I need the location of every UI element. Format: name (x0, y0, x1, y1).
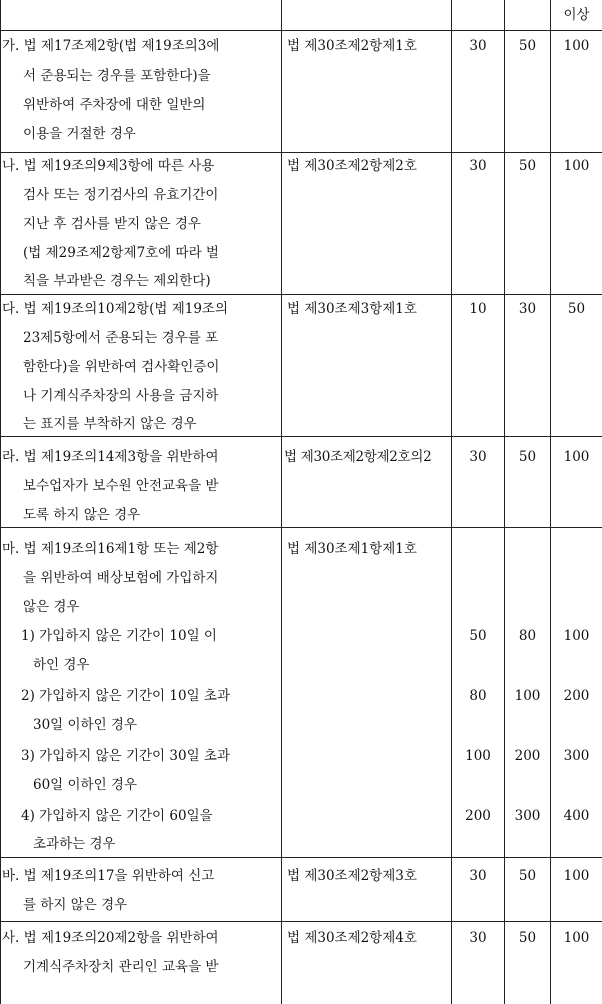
fine-third: 100 (563, 449, 590, 465)
fine-third: 100 (563, 868, 590, 884)
fine-first: 200 (465, 808, 491, 824)
fine-first: 10 (469, 301, 487, 317)
fine-third: 300 (563, 748, 590, 764)
violation-text: 사. 법 제19조의20제2항을 위반하여 (2, 930, 219, 946)
violation-text: 23제5항에서 준용되는 경우를 포 (23, 330, 219, 346)
legal-basis: 법 제30조제2항제1호 (287, 38, 417, 54)
row-divider (0, 527, 602, 528)
violation-text: 검사 또는 정기검사의 유효기간이 (23, 187, 219, 203)
violation-text: 바. 법 제19조의17을 위반하여 신고 (2, 868, 215, 884)
col-divider (550, 0, 551, 1004)
header-cell: 이상 (563, 7, 590, 23)
fine-first: 80 (469, 688, 487, 704)
violation-text: 가. 법 제17조제2항(법 제19조의3에 (2, 38, 220, 54)
violation-text: 이용을 거절한 경우 (23, 126, 136, 142)
sub-item-text: 4) 가입하지 않은 기간이 60일을 (21, 808, 213, 824)
fine-third: 100 (563, 158, 590, 174)
row-divider (0, 30, 602, 31)
violation-text: 위반하여 주차장에 대한 일반의 (23, 97, 206, 113)
sub-item-text: 3) 가입하지 않은 기간이 30일 초과 (21, 748, 230, 764)
fine-third: 200 (563, 688, 590, 704)
sub-item-text: 1) 가입하지 않은 기간이 10일 이 (21, 628, 217, 644)
col-divider (281, 0, 282, 1004)
violation-text: 서 준용되는 경우를 포함한다)을 (23, 68, 211, 84)
violation-text: 다. 법 제19조의10제2항(법 제19조의 (2, 301, 229, 317)
fine-third: 100 (563, 628, 590, 644)
fine-first: 30 (469, 38, 487, 54)
col-divider (0, 0, 1, 1004)
violation-text: 칙을 부과받은 경우는 제외한다) (23, 273, 211, 289)
fine-first: 100 (465, 748, 491, 764)
fine-first: 30 (469, 868, 487, 884)
violation-text: 나 기계식주차장의 사용을 금지하 (23, 388, 219, 404)
legal-basis: 법 제30조제1항제1호 (287, 541, 417, 557)
sub-item-text: 30일 이하인 경우 (33, 717, 138, 733)
fine-second: 50 (518, 930, 537, 946)
violation-text: 를 하지 않은 경우 (23, 897, 128, 913)
violation-text: 라. 법 제19조의14제3항을 위반하여 (2, 449, 219, 465)
sub-item-text: 하인 경우 (33, 657, 90, 673)
fine-first: 30 (469, 930, 487, 946)
violation-text: 마. 법 제19조의16제1항 또는 제2항 (2, 541, 219, 557)
fine-third: 100 (563, 930, 590, 946)
violation-text: (법 제29조제2항제7호에 따라 벌 (23, 245, 219, 261)
legal-basis: 법 제30조제2항제4호 (287, 930, 417, 946)
legal-basis: 법 제30조제2항제2호 (287, 158, 417, 174)
fine-second: 50 (518, 38, 537, 54)
fine-second: 50 (518, 868, 537, 884)
fine-second: 300 (514, 808, 541, 824)
fine-third: 50 (567, 301, 586, 317)
violation-text: 을 위반하여 배상보험에 가입하지 (23, 570, 219, 586)
fine-second: 50 (518, 449, 537, 465)
legal-basis: 법 제30조제2항제2호의2 (284, 449, 432, 465)
fine-second: 80 (518, 628, 537, 644)
fine-first: 30 (469, 449, 487, 465)
row-divider (0, 436, 602, 437)
fine-first: 50 (469, 628, 487, 644)
col-divider (504, 0, 505, 1004)
violation-text: 않은 경우 (23, 599, 80, 615)
fine-first: 30 (469, 158, 487, 174)
fine-second: 30 (518, 301, 537, 317)
fine-second: 100 (514, 688, 541, 704)
legal-basis: 법 제30조제3항제1호 (287, 301, 417, 317)
legal-basis: 법 제30조제2항제3호 (287, 868, 417, 884)
col-divider (451, 0, 452, 1004)
violation-text: 도록 하지 않은 경우 (23, 507, 141, 523)
violation-text: 나. 법 제19조의9제3항에 따른 사용 (2, 158, 215, 174)
row-divider (0, 294, 602, 295)
row-divider (0, 152, 602, 153)
violation-text: 는 표지를 부착하지 않은 경우 (23, 416, 197, 432)
row-divider (0, 857, 602, 858)
row-divider (0, 921, 602, 922)
fine-second: 50 (518, 158, 537, 174)
sub-item-text: 초과하는 경우 (33, 836, 116, 852)
violation-text: 보수업자가 보수원 안전교육을 받 (23, 478, 219, 494)
violation-text: 함한다)을 위반하여 검사확인증이 (23, 359, 220, 375)
fine-third: 100 (563, 38, 590, 54)
sub-item-text: 60일 이하인 경우 (33, 777, 138, 793)
fine-third: 400 (563, 808, 590, 824)
violation-text: 기계식주차장치 관리인 교육을 받 (23, 959, 219, 975)
violation-text: 지난 후 검사를 받지 않은 경우 (23, 216, 201, 232)
sub-item-text: 2) 가입하지 않은 기간이 10일 초과 (21, 688, 230, 704)
fine-second: 200 (514, 748, 541, 764)
